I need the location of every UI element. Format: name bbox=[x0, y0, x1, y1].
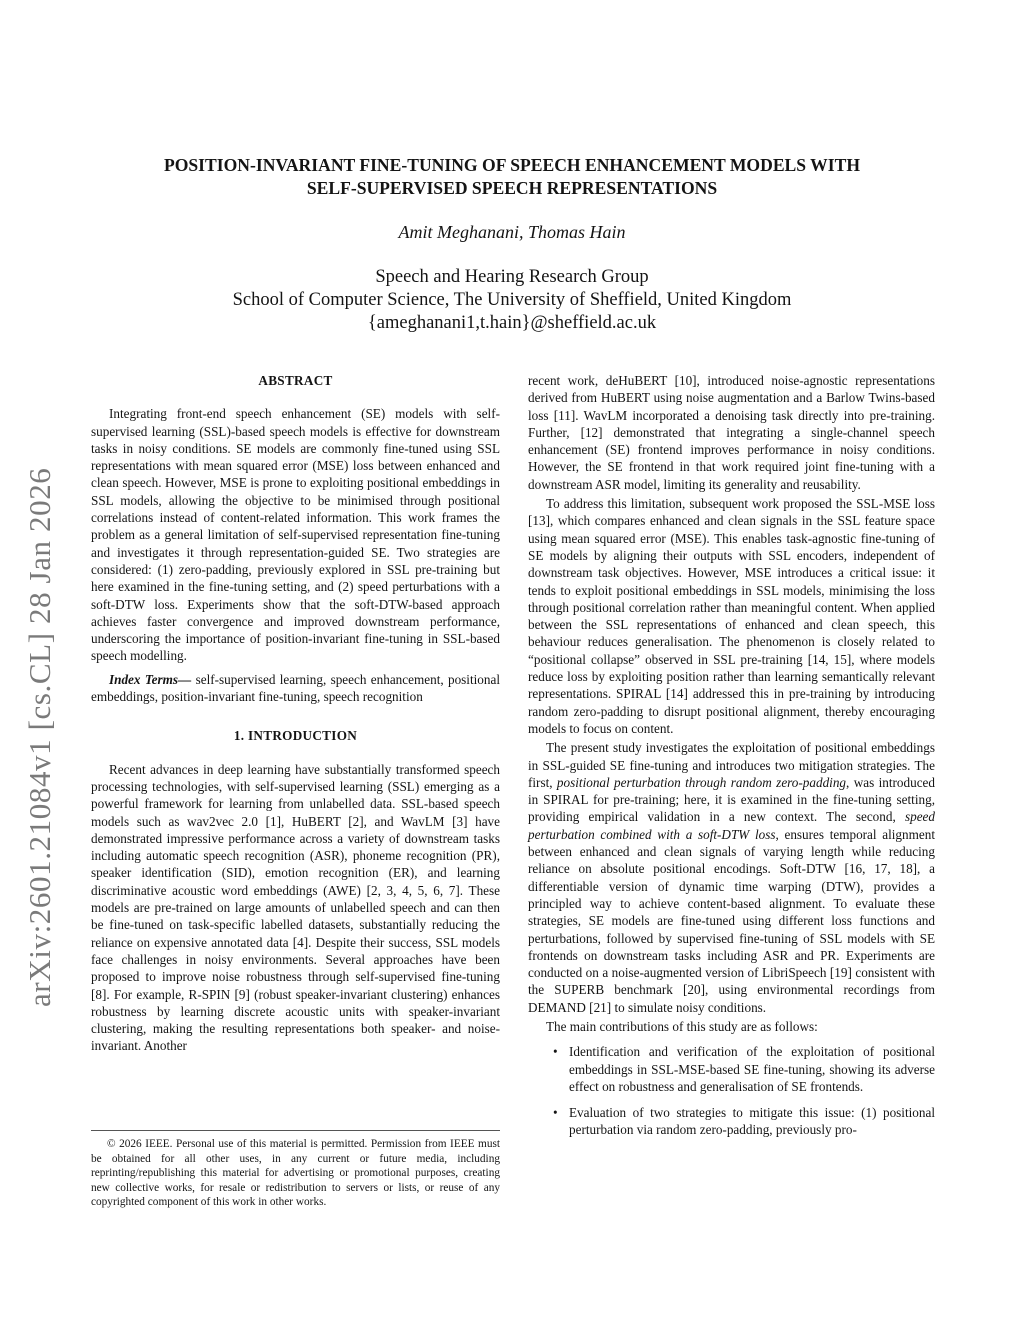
index-terms bbox=[91, 671, 500, 706]
intro-paragraph-4-part-b: , was introduced in SPIRAL for pre-training; here, it is examined in the fine-tuning setting, providing empirical validation in a new context. The second, bbox=[528, 774, 935, 825]
intro-paragraph-2: recent work, deHuBERT [10], introduced noise-agnostic representations derived from HuBERT using noise augmentation and a Barlow Twins-based loss [11]. WavLM incorporated a denoising task directly into pre-training. Further, [12] demonstrated that integrating a single-channel speech enhancement (SE) frontend improves performance in noisy conditions. However, the SE frontend in that work required joint fine-tuning with a downstream ASR model, limiting its generality and reusability. bbox=[528, 373, 935, 492]
author-list: Amit Meghanani, Thomas Hain bbox=[398, 222, 626, 242]
affiliation-email: {ameghanani1,t.hain}@sheffield.ac.uk bbox=[367, 313, 657, 333]
paper-title bbox=[100, 154, 924, 200]
intro-paragraph-4-emphasis-2: speed perturbation combined with a soft-DTW loss bbox=[528, 809, 935, 842]
introduction-heading: 1. INTRODUCTION bbox=[233, 728, 358, 744]
copyright-text: © 2026 IEEE. Personal use of this material is permitted. Permission from IEEE must be obtained for all other uses, in any current or future media, including reprinting/republishing this material for advertising or promotional purposes, creating new collective works, for resale or redistribution to servers or lists, or reuse of any copyrighted component of this work in other works. bbox=[91, 1138, 500, 1209]
affiliation-group: Speech and Hearing Research Group bbox=[375, 267, 649, 287]
list-item-text: Evaluation of two strategies to mitigate this issue: (1) positional perturbation via random zero-padding, previously pro- bbox=[569, 1105, 935, 1138]
arxiv-identifier-stamp: arXiv:2601.21084v1 [cs.CL] 28 Jan 2026 bbox=[22, 467, 57, 1007]
abstract-heading: ABSTRACT bbox=[258, 373, 333, 388]
list-item bbox=[528, 1104, 935, 1139]
intro-paragraph-4-part-c: , ensures temporal alignment between enhanced and clean signals of varying length while reducing reliance on absolute positional encodings. Soft-DTW [16, 17, 18], a differentiable version of dynamic time warping (DTW), provides a principled way to achieve content-based alignment. To evaluate these strategies, SE models are fine-tuned using different loss functions and perturbations, followed by supervised fine-tuning of SSL models with SE frontends on downstream tasks including ASR and PR. Experiments are conducted on a noise-augmented version of LibriSpeech [19] consistent with the SUPERB benchmark [20], using environmental recordings from DEMAND [21] to simulate noisy conditions. bbox=[528, 826, 935, 1015]
list-item bbox=[528, 1043, 935, 1095]
bullet-icon: • bbox=[553, 1105, 558, 1121]
intro-paragraph-4-part-a: The present study investigates the exploitation of positional embeddings in SSL-guided SE fine-tuning and introduces two mitigation strategies. The first, bbox=[528, 740, 935, 790]
title-line-1: POSITION-INVARIANT FINE-TUNING OF SPEECH ENHANCEMENT MODELS WITH bbox=[163, 155, 861, 175]
intro-paragraph-3: To address this limitation, subsequent work proposed the SSL-MSE loss [13], which compares enhanced and clean signals in the SSL feature space using mean squared error (MSE). This enables task-agnostic fine-tuning of SE models by aligning their outputs with SSL encoders, independent of downstream task objectives. However, MSE introduces a critical issue: it tends to exploit positional embeddings in SSL models, minimising the loss through positional correlation rather than meaningful content. When applied between the SSL representations of enhanced and clean speech, this behaviour reduces generalisation. The phenomenon is closely related to “positional collapse” observed in SSL pre-training [14, 15], where models reduce loss by exploiting position rather than learning semantically relevant representations. SPIRAL [14] addressed this in pre-training by introducing random zero-padding to disrupt positional alignment, thereby encouraging models to focus on content. bbox=[528, 496, 935, 736]
intro-paragraph-1: Recent advances in deep learning have substantially transformed speech processing technologies, with self-supervised learning (SSL) emerging as a powerful framework for learning from unlabelled data. SSL-based speech models such as wav2vec 2.0 [1], HuBERT [2], and WavLM [3] have demonstrated impressive performance across a variety of downstream tasks including automatic speech recognition (ASR), phoneme recognition (PR), speaker identification (SID), emotion recognition (ER), and learning discriminative acoustic word embeddings (AWE) [2, 3, 4, 5, 6, 7]. These models are pre-trained on large amounts of unlabelled speech and can then be fine-tuned on task-specific labelled datasets, substantially reducing the reliance on expensive annotated data [4]. Despite their success, SSL models face challenges in noisy environments. Several approaches have been proposed to improve noise robustness through self-supervised fine-tuning [8]. For example, R-SPIN [9] (robust speaker-invariant clustering) enhances robustness by learning discrete acoustic units with speaker-invariant clustering, making the resulting representations both speaker- and noise-invariant. Another bbox=[91, 761, 500, 1054]
index-terms-label: Index Terms— bbox=[109, 671, 192, 687]
intro-paragraph-4 bbox=[528, 739, 935, 1016]
left-column bbox=[91, 372, 500, 1055]
affiliation-block bbox=[100, 266, 924, 335]
list-item-text: Identification and verification of the exploitation of positional embeddings in SSL-MSE-based SE fine-tuning, showing its adverse effect on robustness and generalisation of SE frontends. bbox=[569, 1044, 935, 1094]
intro-paragraph-5: The main contributions of this study are as follows: bbox=[546, 1018, 818, 1034]
bullet-icon: • bbox=[553, 1044, 558, 1060]
copyright-footnote bbox=[91, 1130, 500, 1210]
intro-paragraph-4-emphasis-1: positional perturbation through random zero-padding bbox=[556, 774, 847, 790]
right-column bbox=[528, 372, 935, 1148]
index-terms-list: self-supervised learning, speech enhancement, positional embeddings, position-invariant fine-tuning, speech recognition bbox=[91, 671, 500, 705]
title-line-2: SELF-SUPERVISED SPEECH REPRESENTATIONS bbox=[306, 178, 718, 198]
abstract-text: Integrating front-end speech enhancement (SE) models with self-supervised learning (SSL)-based speech models is effective for downstream tasks in noisy conditions. SE models are commonly fine-tuned using SSL representations with mean squared error (MSE) loss between enhanced and clean speech. However, MSE is prone to exploiting positional embeddings in SSL models, allowing the objective to be minimised through positional correlations instead of content-related information. This work frames the problem as a general limitation of self-supervised representation fine-tuning and investigates it through representation-guided SE. Two strategies are considered: (1) zero-padding, previously explored in SSL pre-training but here examined in the fine-tuning setting, and (2) speed perturbations with a soft-DTW loss. Experiments show that the soft-DTW-based approach achieves faster convergence and improved downstream performance, underscoring the importance of position-invariant fine-tuning in SSL-based speech modelling. bbox=[91, 406, 500, 664]
affiliation-school: School of Computer Science, The University of Sheffield, United Kingdom bbox=[232, 290, 792, 310]
contributions-list bbox=[528, 1043, 935, 1138]
